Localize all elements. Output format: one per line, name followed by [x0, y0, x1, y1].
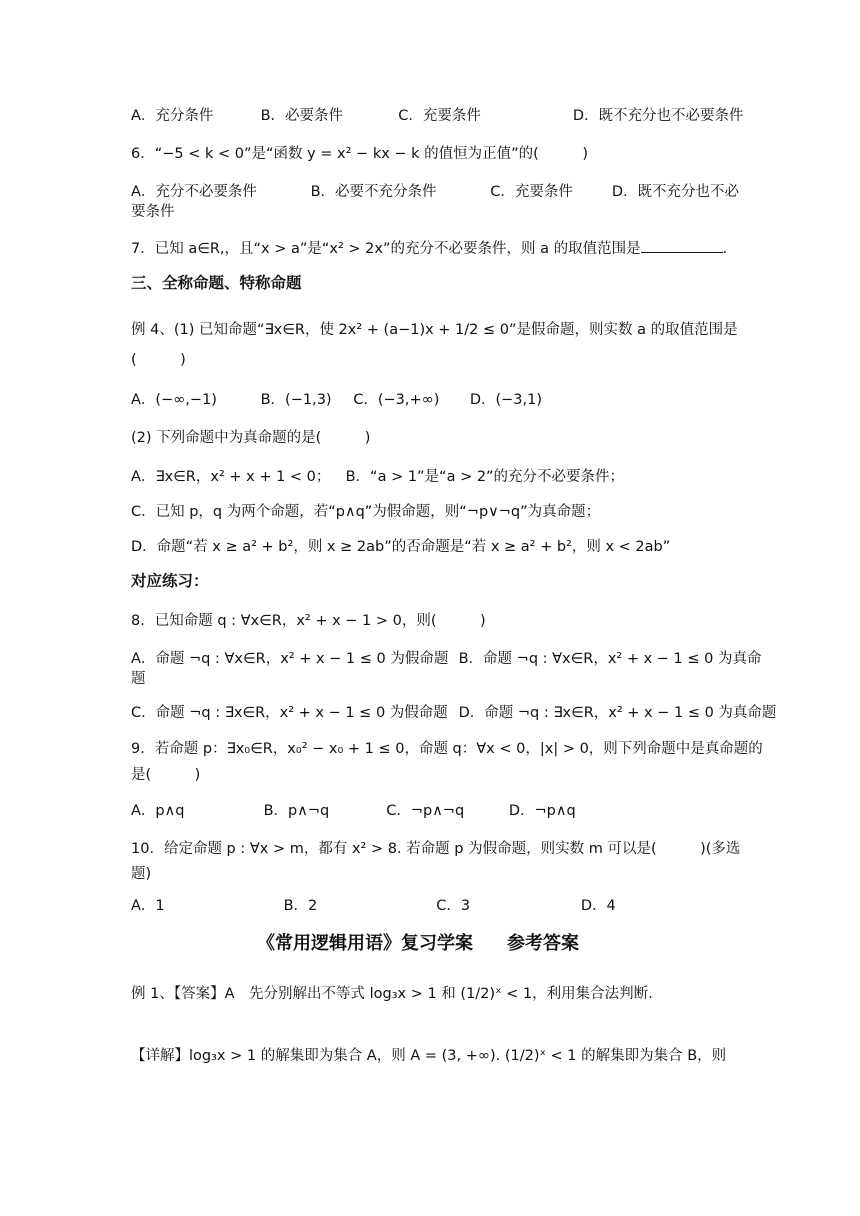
q6-option-d-continued: 要条件 [131, 204, 175, 220]
q9-options [131, 799, 576, 820]
q9-option-a: A．p∧q [131, 803, 185, 819]
q5-option-a: A．充分条件 [131, 108, 214, 124]
ex4-part2-option-b: B．“a > 1”是“a > 2”的充分不必要条件； [345, 469, 625, 485]
q10-stem: 10．给定命题 p : ∀x > m，都有 x² > 8. 若命题 p 为假命题，则实数 m 可以是( )(多选 [131, 841, 741, 857]
ex4-option-c: C．(−3,+∞) [353, 392, 440, 408]
q6-stem: 6．“−5 < k < 0”是“函数 y = x² − kx − k 的值恒为正值”的( ) [131, 146, 588, 162]
q5-option-d: D．既不充分也不必要条件 [572, 108, 744, 124]
q5-option-c: C．充要条件 [398, 108, 481, 124]
q6-option-a: A．充分不必要条件 [131, 184, 257, 200]
q10-options [131, 894, 616, 915]
q6-options [131, 180, 739, 201]
q9-stem-continued: 是( ) [131, 767, 201, 783]
q8-option-b-continued: 题 [131, 671, 146, 687]
q10-option-a: A．1 [131, 898, 165, 914]
answer-title-suffix: 参考答案 [507, 933, 579, 954]
q8-stem: 8．已知命题 q : ∀x∈R，x² + x − 1 > 0，则( ) [131, 613, 486, 629]
ex4-part2-option-c: C．已知 p，q 为两个命题，若“p∧q”为假命题，则“¬p∨¬q”为真命题； [131, 504, 601, 520]
ex4-part1-paren: ( ) [131, 352, 186, 368]
q5-options [131, 104, 744, 125]
q9-option-d: D．¬p∧q [508, 803, 576, 819]
q9-stem: 9．若命题 p：∃x₀∈R，x₀² − x₀ + 1 ≤ 0，命题 q：∀x < 0，|x| > 0，则下列命题中是真命题的 [131, 741, 763, 757]
practice-heading: 对应练习： [131, 572, 209, 590]
q10-option-b: B．2 [283, 898, 318, 914]
ex4-part2-option-ab [131, 465, 624, 486]
ex1-answer: 例 1、【答案】A 先分别解出不等式 log₃x > 1 和 (1/2)ˣ < 1，利用集合法判断. [131, 986, 653, 1002]
q6-option-b: B．必要不充分条件 [310, 184, 437, 200]
q7-end: . [722, 241, 728, 257]
ex4-option-a: A．(−∞,−1) [131, 392, 217, 408]
q8-option-c: C．命题 ¬q : ∃x∈R，x² + x − 1 ≤ 0 为假命题 [131, 705, 448, 721]
ex1-detail: 【详解】log₃x > 1 的解集即为集合 A，则 A = (3, +∞). (1/2)ˣ < 1 的解集即为集合 B，则 [131, 1048, 727, 1064]
ex4-part2-option-d: D．命题“若 x ≥ a² + b²，则 x ≥ 2ab”的否命题是“若 x ≥ a² + b²，则 x < 2ab” [131, 539, 671, 555]
answer-title [257, 929, 579, 955]
q8-option-b: B．命题 ¬q : ∀x∈R，x² + x − 1 ≤ 0 为真命 [458, 651, 762, 667]
ex4-part1-options [131, 388, 542, 409]
q8-options-ab [131, 647, 761, 668]
ex4-option-b: B．(−1,3) [260, 392, 332, 408]
section-heading: 三、全称命题、特称命题 [131, 274, 302, 292]
answer-title-main: 《常用逻辑用语》复习学案 [257, 933, 473, 954]
q7-stem: 7．已知 a∈R,，且“x > a”是“x² > 2x”的充分不必要条件，则 a 的取值范围是 [131, 241, 641, 257]
q6-option-d: D．既不充分也不必 [611, 184, 739, 200]
q6-option-c: C．充要条件 [490, 184, 573, 200]
q10-stem-continued: 题) [131, 866, 152, 882]
q8-option-a: A．命题 ¬q : ∀x∈R，x² + x − 1 ≤ 0 为假命题 [131, 651, 449, 667]
ex4-part2-option-a: A．∃x∈R，x² + x + 1 < 0； [131, 469, 331, 485]
q9-option-b: B．p∧¬q [263, 803, 330, 819]
ex4-part1-stem: 例 4、(1) 已知命题“∃x∈R，使 2x² + (a−1)x + 1/2 ≤ 0”是假命题，则实数 a 的取值范围是 [131, 322, 738, 338]
q8-option-d: D．命题 ¬q : ∃x∈R，x² + x − 1 ≤ 0 为真命题 [458, 705, 777, 721]
ex4-part2-stem: (2) 下列命题中为真命题的是( ) [131, 430, 371, 446]
q9-option-c: C．¬p∧¬q [386, 803, 465, 819]
q10-option-c: C．3 [436, 898, 471, 914]
q7-line [131, 237, 727, 258]
q8-options-cd [131, 701, 776, 722]
q5-option-b: B．必要条件 [260, 108, 344, 124]
q7-answer-blank [641, 238, 723, 253]
q10-option-d: D．4 [580, 898, 616, 914]
ex4-option-d: D．(−3,1) [469, 392, 543, 408]
